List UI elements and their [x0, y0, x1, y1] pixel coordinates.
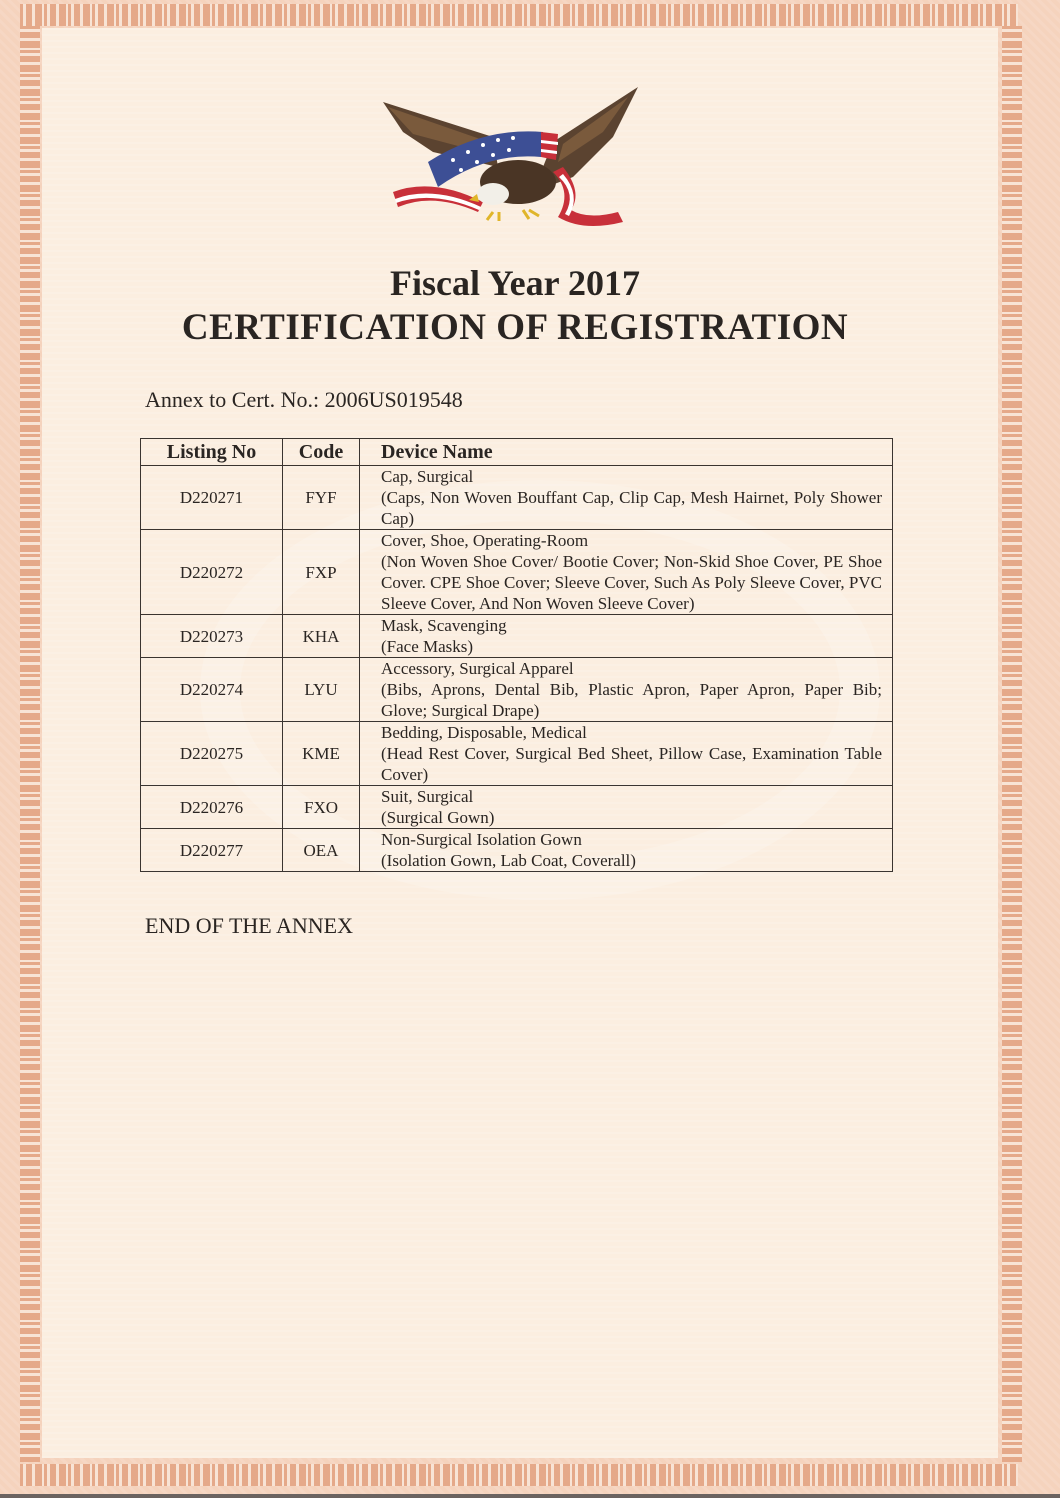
- device-detail: (Caps, Non Woven Bouffant Cap, Clip Cap, Mesh Hairnet, Poly Shower Cap): [381, 488, 882, 528]
- device-name: [360, 722, 893, 786]
- device-name: [360, 615, 893, 658]
- table-row: [141, 829, 893, 872]
- device-detail: (Surgical Gown): [381, 808, 495, 827]
- listing-no: D220273: [141, 615, 283, 658]
- product-code: FYF: [283, 466, 360, 530]
- device-name: [360, 829, 893, 872]
- device-listing-table: [140, 438, 893, 872]
- listing-no: D220276: [141, 786, 283, 829]
- device-detail: (Non Woven Shoe Cover/ Bootie Cover; Non-Skid Shoe Cover, PE Shoe Cover. CPE Shoe Cover; Sleeve Cover, Such As Poly Sleeve Cover, PVC Sleeve Cover, And Non Woven Sleeve Cover): [381, 552, 882, 613]
- table-row: [141, 658, 893, 722]
- greek-key-border-top: [20, 4, 1018, 26]
- table-row: [141, 722, 893, 786]
- table-row: [141, 615, 893, 658]
- table-row: [141, 530, 893, 615]
- annex-cert-number: Annex to Cert. No.: 2006US019548: [145, 387, 463, 412]
- listing-no: D220272: [141, 530, 283, 615]
- header-device-name: Device Name: [360, 439, 893, 466]
- greek-key-border-left: [20, 26, 40, 1462]
- product-code: KHA: [283, 615, 360, 658]
- listing-no: D220274: [141, 658, 283, 722]
- device-name: [360, 786, 893, 829]
- product-code: KME: [283, 722, 360, 786]
- product-code: FXO: [283, 786, 360, 829]
- greek-key-border-bottom: [20, 1464, 1018, 1486]
- device-name: [360, 466, 893, 530]
- device-detail: (Isolation Gown, Lab Coat, Coverall): [381, 851, 636, 870]
- certificate-title: CERTIFICATION OF REGISTRATION: [181, 307, 849, 348]
- listing-no: D220275: [141, 722, 283, 786]
- device-title: Cover, Shoe, Operating-Room: [381, 531, 589, 550]
- product-code: FXP: [283, 530, 360, 615]
- greek-key-border-right: [1002, 26, 1022, 1462]
- listing-no: D220271: [141, 466, 283, 530]
- device-title: Suit, Surgical: [381, 787, 474, 806]
- header-code: Code: [283, 439, 360, 466]
- eagle-flag-emblem-icon: [373, 82, 643, 242]
- product-code: LYU: [283, 658, 360, 722]
- device-detail: (Bibs, Aprons, Dental Bib, Plastic Apron, Paper Apron, Paper Bib; Glove; Surgical Drape): [381, 680, 882, 720]
- device-title: Accessory, Surgical Apparel: [381, 659, 574, 678]
- device-title: Cap, Surgical: [381, 467, 474, 486]
- page-bottom-edge: [0, 1494, 1060, 1498]
- listing-no: D220277: [141, 829, 283, 872]
- device-title: Mask, Scavenging: [381, 616, 507, 635]
- device-name: [360, 530, 893, 615]
- device-title: Bedding, Disposable, Medical: [381, 723, 587, 742]
- end-of-annex-text: END OF THE ANNEX: [145, 913, 353, 938]
- device-title: Non-Surgical Isolation Gown: [381, 830, 582, 849]
- table-row: [141, 786, 893, 829]
- table-header-row: [141, 439, 893, 466]
- header-listing-no: Listing No: [141, 439, 283, 466]
- product-code: OEA: [283, 829, 360, 872]
- table-row: [141, 466, 893, 530]
- device-detail: (Head Rest Cover, Surgical Bed Sheet, Pillow Case, Examination Table Cover): [381, 744, 882, 784]
- fiscal-year-title: Fiscal Year 2017: [390, 263, 640, 303]
- device-name: [360, 658, 893, 722]
- device-detail: (Face Masks): [381, 637, 474, 656]
